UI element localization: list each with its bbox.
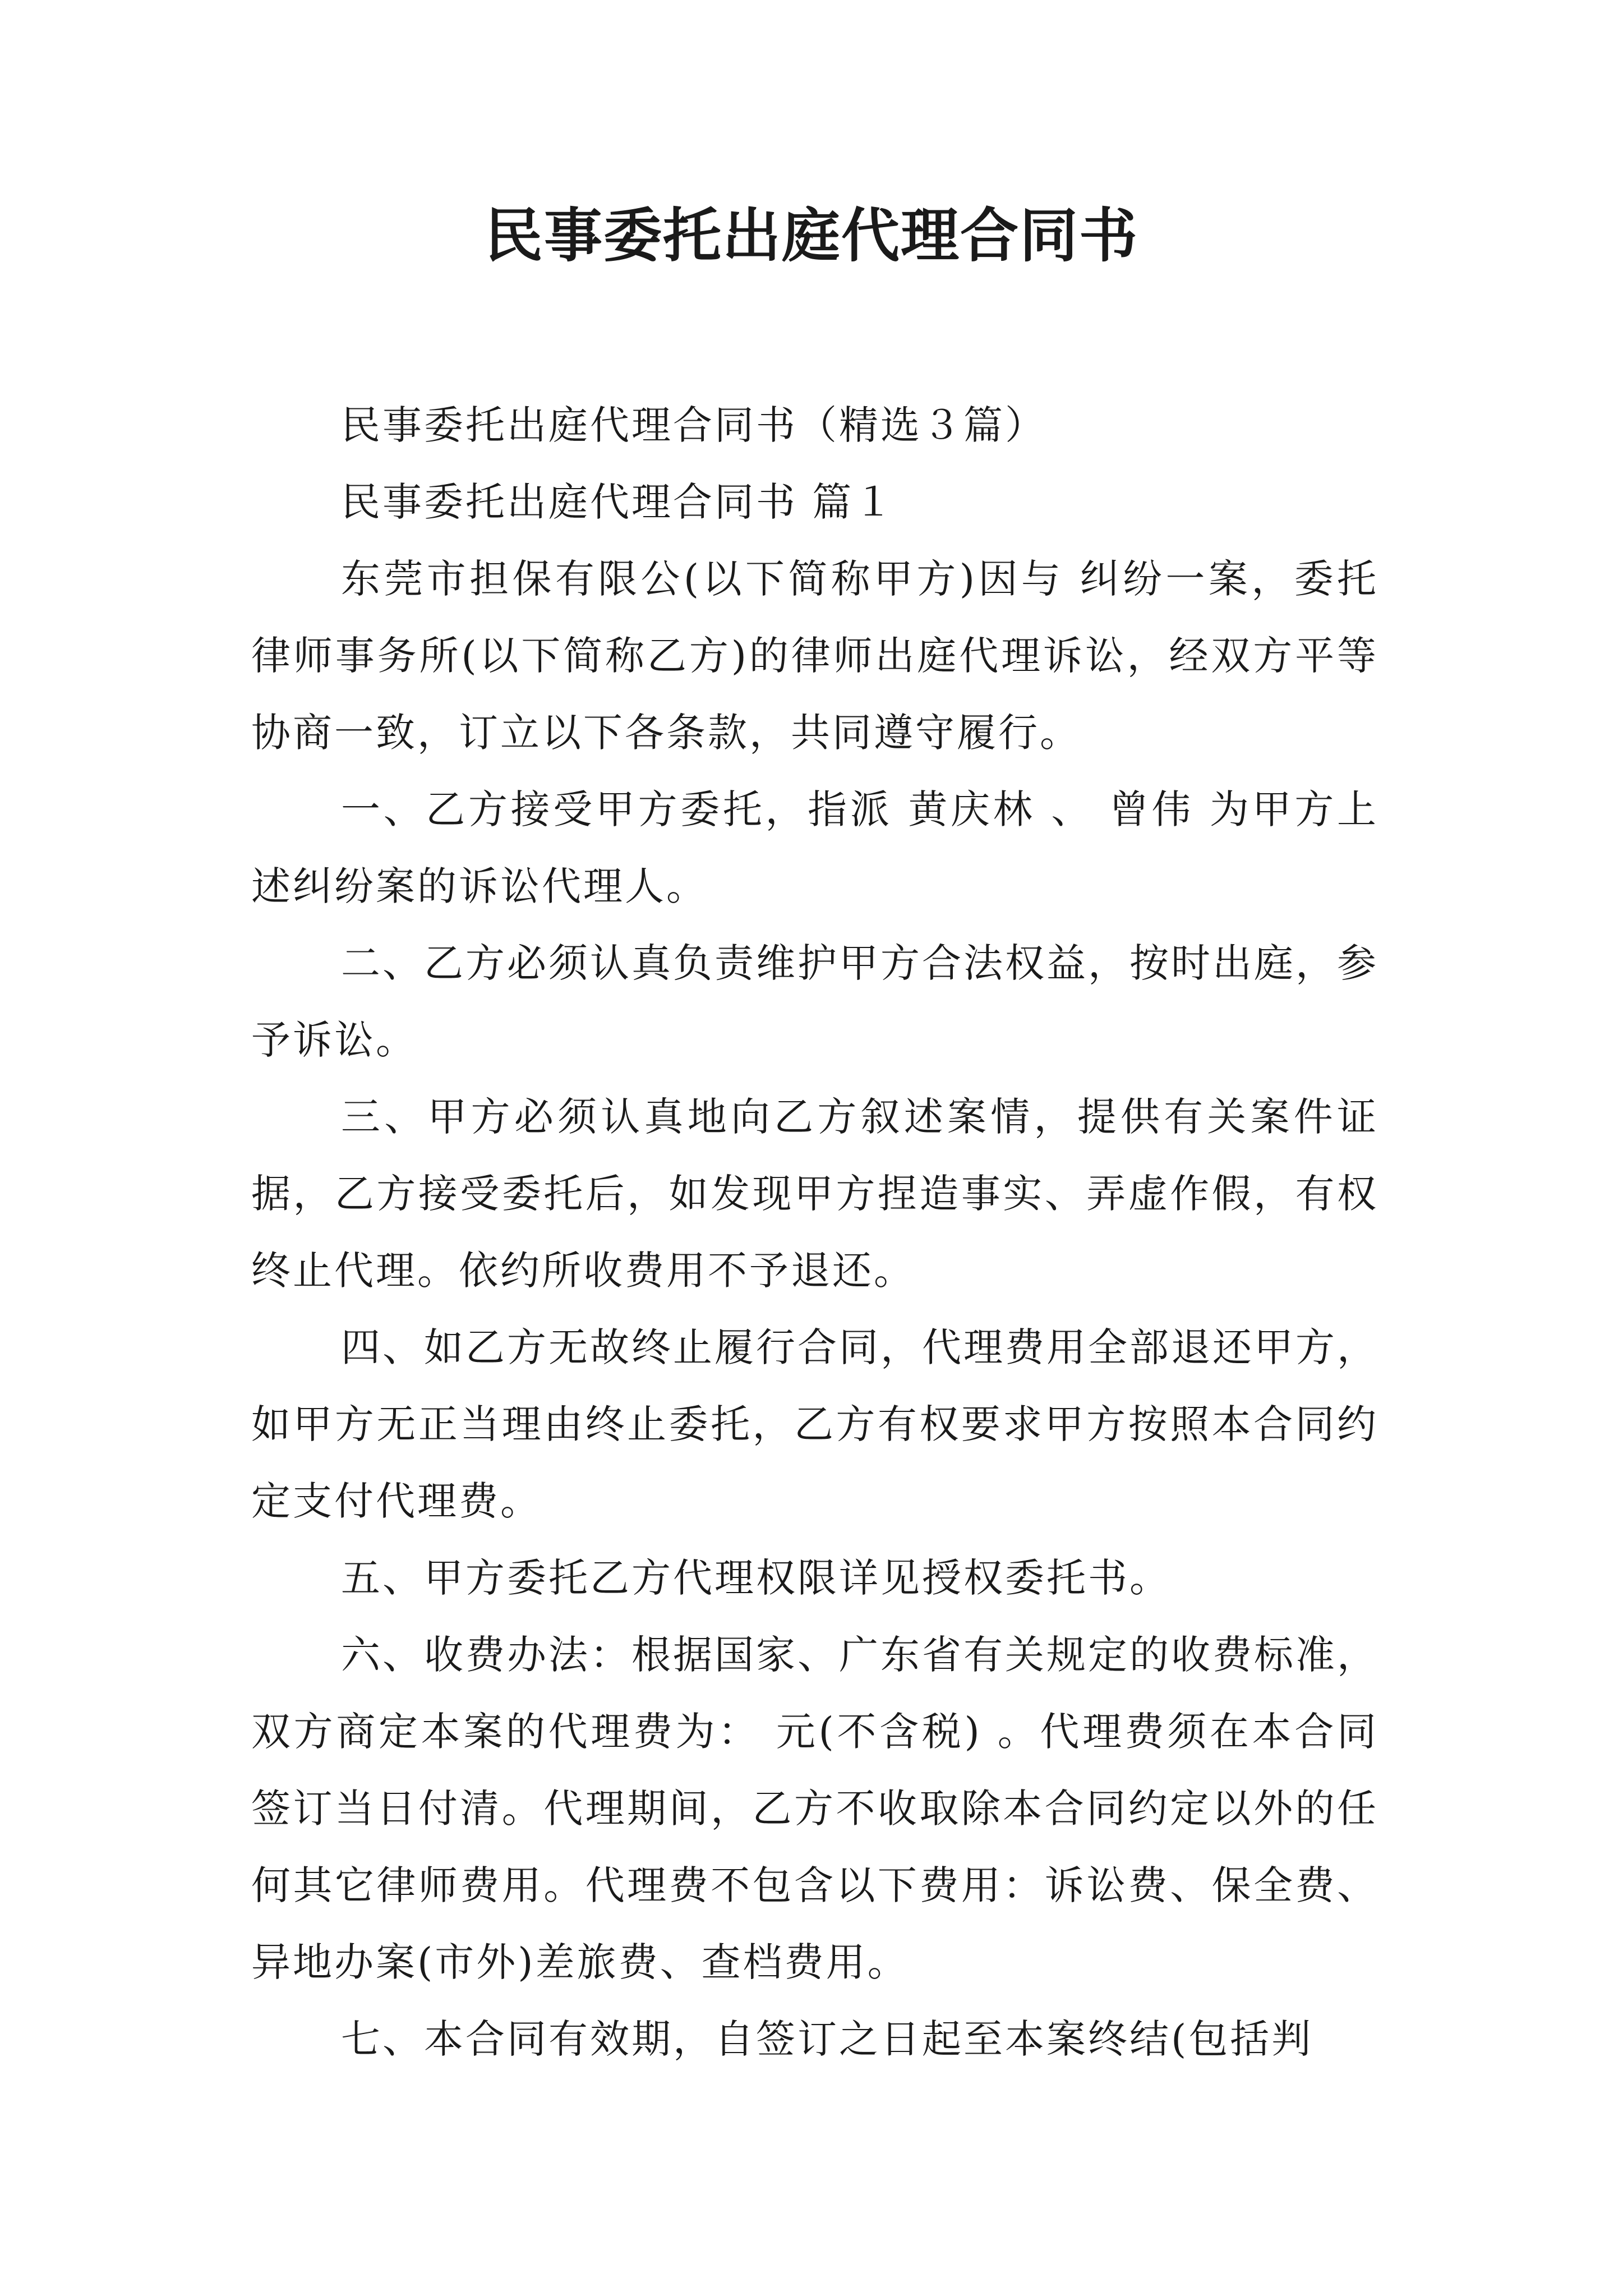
clause-1-paragraph: 一、乙方接受甲方委托，指派 黄庆林 、 曾伟 为甲方上述纠纷案的诉讼代理人。 [251,786,1378,909]
clause-6-paragraph: 六、收费办法：根据国家、广东省有关规定的收费标准，双方商定本案的代理费为： 元(不含税) 。代理费须在本合同签订当日付清。代理期间，乙方不收取除本合同约定以外的任何其它律师费用。代理费不包含以下费用：诉讼费、保全费、异地办案(市外)差旅费、查档费用。 [251,1632,1378,1985]
clause-5-paragraph: 五、甲方委托乙方代理权限详见授权委托书。 [341,1555,1171,1601]
subtitle-paragraph: 民事委托出庭代理合同书（精选３篇） [341,402,1046,448]
intro-paragraph: 东莞市担保有限公(以下简称甲方)因与 纠纷一案，委托律师事务所(以下简称乙方)的律师出庭代理诉讼，经双方平等协商一致，订立以下各条款，共同遵守履行。 [251,556,1378,756]
section-heading-paragraph: 民事委托出庭代理合同书 篇１ [341,479,896,525]
document-title: 民事委托出庭代理合同书 [484,201,1138,270]
clause-2-paragraph: 二、乙方必须认真负责维护甲方合法权益，按时出庭，参予诉讼。 [251,940,1378,1063]
clause-7-paragraph: 七、本合同有效期，自签订之日起至本案终结(包括判 [341,2016,1313,2062]
clause-3-paragraph: 三、甲方必须认真地向乙方叙述案情，提供有关案件证据，乙方接受委托后，如发现甲方捏造事实、弄虚作假，有权终止代理。依约所收费用不予退还。 [251,1094,1378,1294]
clause-4-paragraph: 四、如乙方无故终止履行合同，代理费用全部退还甲方，如甲方无正当理由终止委托，乙方有权要求甲方按照本合同约定支付代理费。 [251,1324,1378,1524]
document-body [251,387,1378,2078]
